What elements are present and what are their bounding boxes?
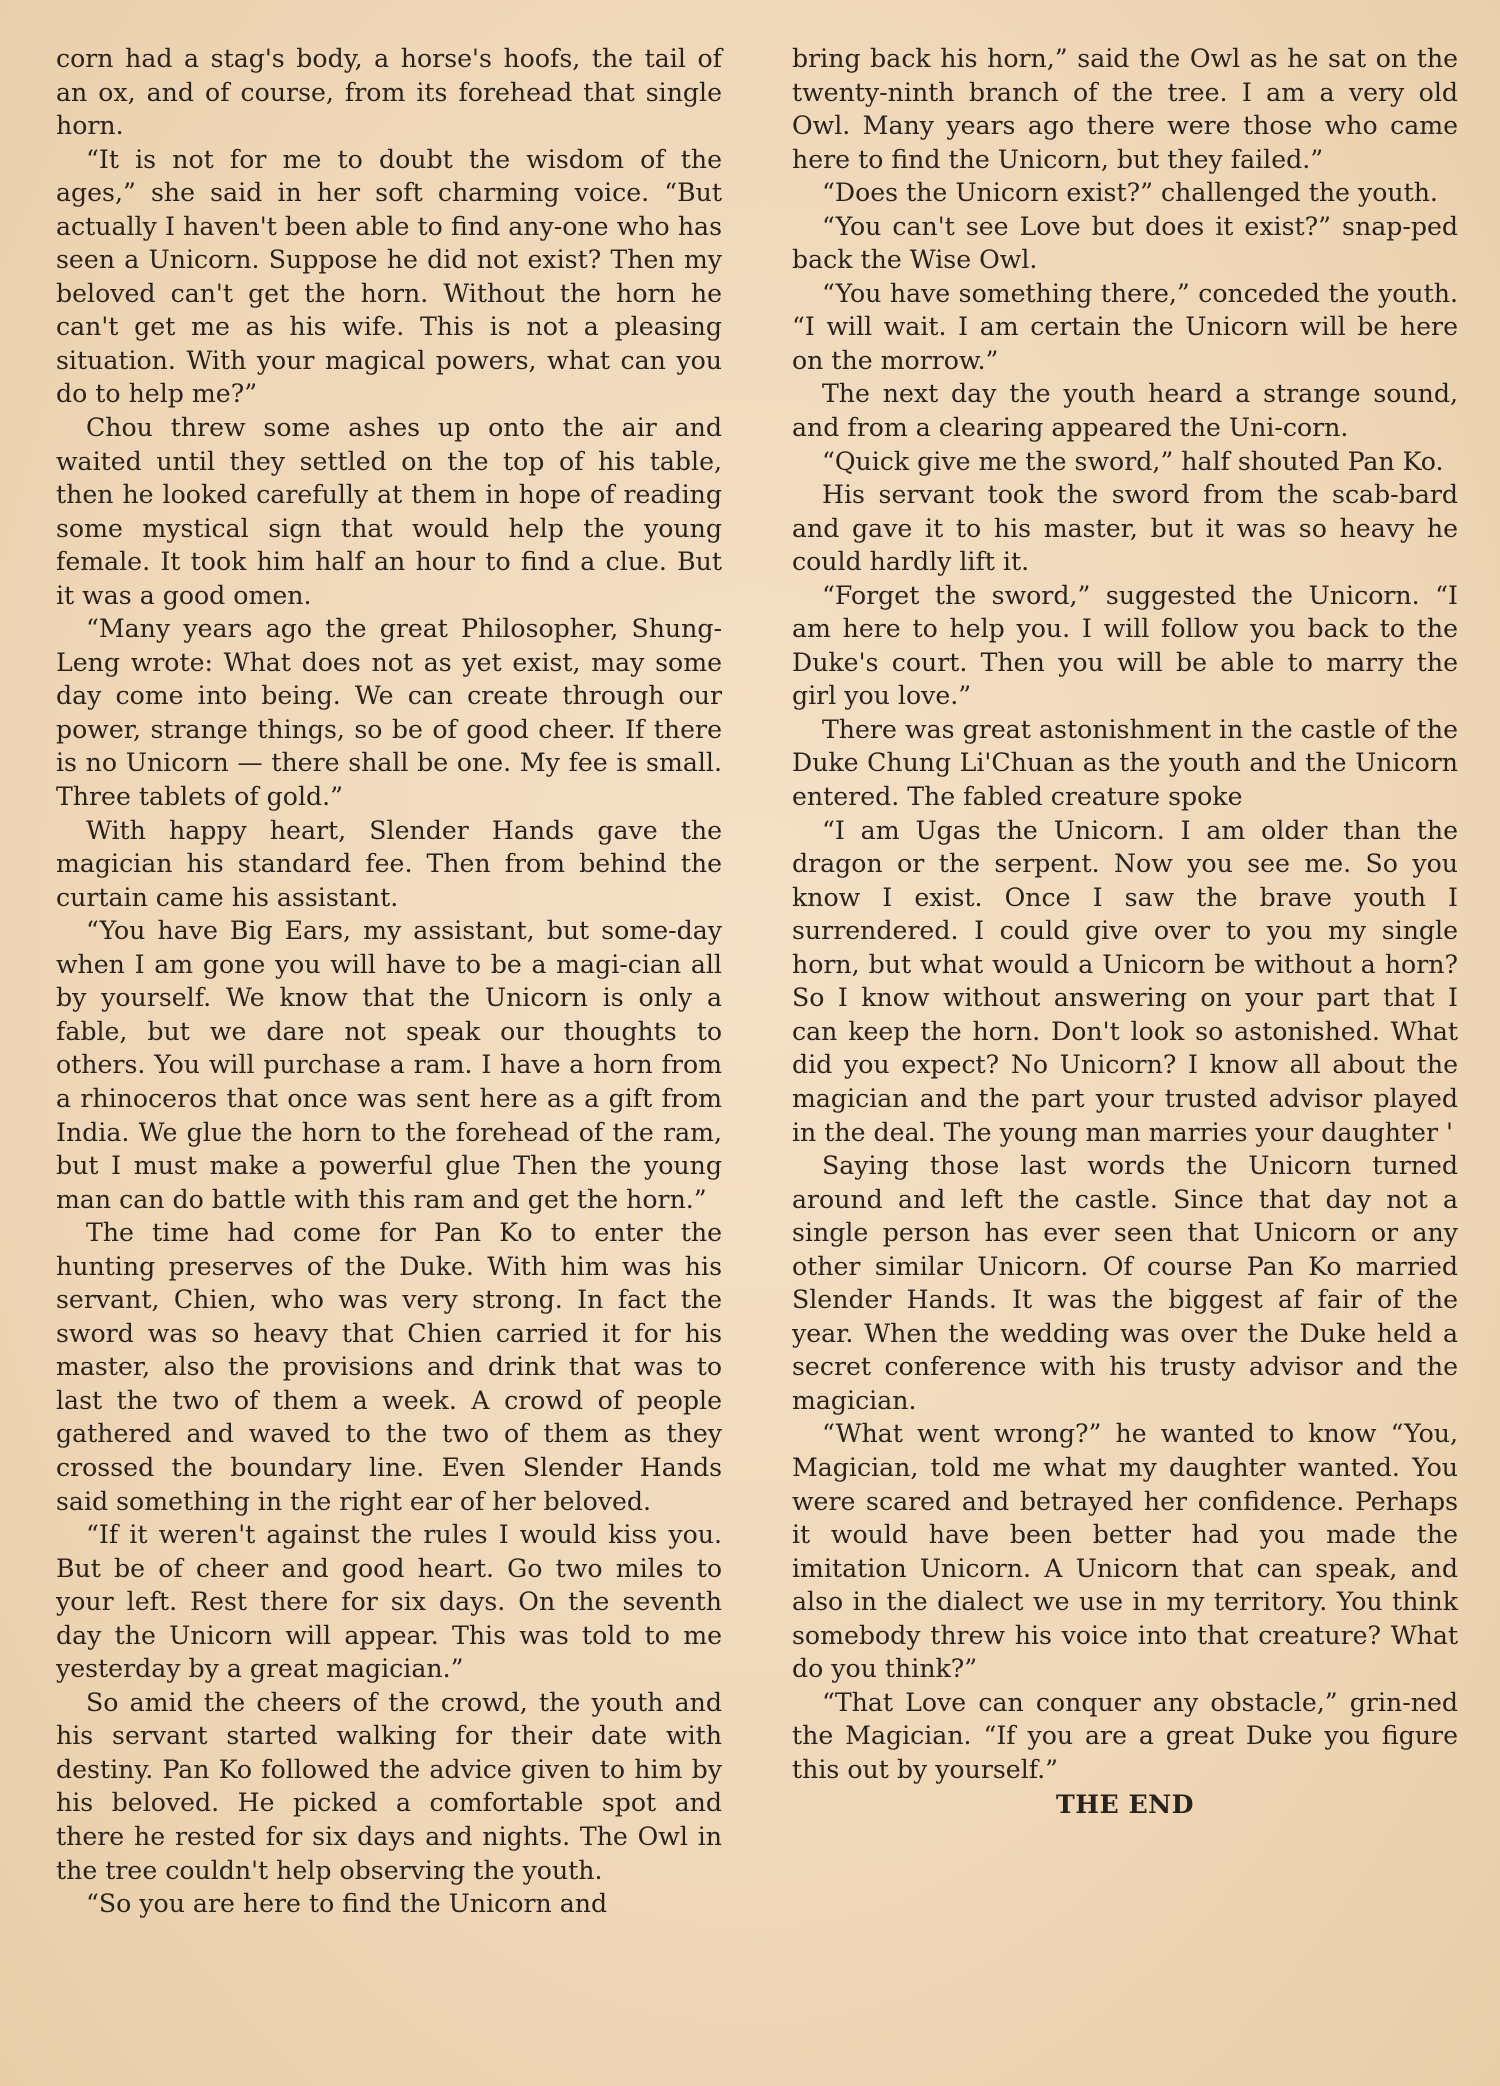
paragraph: His servant took the sword from the scab-bard and gave it to his master, but it was so heavy he could hardly lift it. <box>792 480 1458 577</box>
paragraph: Chou threw some ashes up onto the air and waited until they settled on the top of his table, then he looked carefully at them in hope of reading some mystical sign that would help the young female. It took him half an hour to find a clue. But it was a good omen. <box>56 413 722 610</box>
paragraph: “Quick give me the sword,” half shouted Pan Ko. <box>822 446 1444 476</box>
paragraph: With happy heart, Slender Hands gave the magician his standard fee. Then from behind the curtain came his assistant. <box>56 815 722 912</box>
paragraph: The time had come for Pan Ko to enter the hunting preserves of the Duke. With him was his servant, Chien, who was very strong. In fact the sword was so heavy that Chien carried it for his master, also the provisions and drink that was to last the two of them a week. A crowd of people gathered and waved to the two of them as they crossed the boundary line. Even Slender Hands said something in the right ear of her beloved. <box>56 1218 722 1516</box>
paragraph: “Does the Unicorn exist?” challenged the youth. <box>822 178 1438 208</box>
paragraph: “Many years ago the great Philosopher, Shung-Leng wrote: What does not as yet exist, may some day come into being. We can create through our power, strange things, so be of good cheer. If there is no Unicorn — there shall be one. My fee is small. Three tablets of gold.” <box>56 614 722 812</box>
paragraph: Saying those last words the Unicorn turned around and left the castle. Since that day not a single person has ever seen that Unicorn or any other similar Unicorn. Of course Pan Ko married Slender Hands. It was the biggest af fair of the year. When the wedding was over the Duke held a secret conference with his trusty advisor and the magician. <box>792 1151 1458 1415</box>
paragraph: “Forget the sword,” suggested the Unicorn. “I am here to help you. I will follow you back to the Duke's court. Then you will be able to marry the girl you love.” <box>792 580 1458 711</box>
paragraph: There was great astonishment in the castle of the Duke Chung Li'Chuan as the youth and the Unicorn entered. The fabled creature spoke <box>792 714 1458 812</box>
paragraph: “That Love can conquer any obstacle,” grin-ned the Magician. “If you are a great Duke you figure this out by yourself.” <box>792 1687 1458 1784</box>
the-end-label: THE END <box>1055 1789 1195 1820</box>
paragraph: So amid the cheers of the crowd, the youth and his servant started walking for their date with destiny. Pan Ko followed the advice given to him by his beloved. He picked a comfortable spot and there he rested for six days and nights. The Owl in the tree couldn't help observing the youth. <box>56 1687 722 1885</box>
right-text-column <box>792 42 1458 1822</box>
paragraph: “You have Big Ears, my assistant, but some-day when I am gone you will have to be a magi-cian all by yourself. We know that the Unicorn is only a fable, but we dare not speak our thoughts to others. You will purchase a ram. I have a horn from a rhinoceros that once was sent here as a gift from India. We glue the horn to the forehead of the ram, but I must make a powerful glue Then the young man can do battle with this ram and get the horn.” <box>56 916 722 1214</box>
paragraph: “So you are here to find the Unicorn and <box>86 1889 608 1919</box>
paragraph: “What went wrong?” he wanted to know “You, Magician, told me what my daughter wanted. You were scared and betrayed her confidence. Perhaps it would have been better had you made the imitation Unicorn. A Unicorn that can speak, and also in the dialect we use in my territory. You think somebody threw his voice into that creature? What do you think?” <box>792 1419 1458 1684</box>
paragraph: “I am Ugas the Unicorn. I am older than the dragon or the serpent. Now you see me. So you know I exist. Once I saw the brave youth I surrendered. I could give over to you my single horn, but what would a Unicorn be without a horn? So I know without answering on your part that I can keep the horn. Don't look so astonished. What did you expect? No Unicorn? I know all about the magician and the part your trusted advisor played in the deal. The young man marries your daughter ' <box>792 815 1458 1147</box>
paragraph: “If it weren't against the rules I would kiss you. But be of cheer and good heart. Go two miles to your left. Rest there for six days. On the seventh day the Unicorn will appear. This was told to me yesterday by a great magician.” <box>56 1520 722 1684</box>
paragraph: bring back his horn,” said the Owl as he sat on the twenty-ninth branch of the tree. I am a very old Owl. Many years ago there were those who came here to find the Unicorn, but they failed.” <box>792 44 1458 174</box>
paragraph: The next day the youth heard a strange sound, and from a clearing appeared the Uni-corn. <box>792 379 1458 443</box>
paragraph: corn had a stag's body, a horse's hoofs, the tail of an ox, and of course, from its forehead that single horn. <box>56 44 722 141</box>
paragraph: “You can't see Love but does it exist?” snap-ped back the Wise Owl. <box>792 211 1458 275</box>
paragraph: “You have something there,” conceded the youth. “I will wait. I am certain the Unicorn will be here on the morrow.” <box>792 278 1458 375</box>
paragraph: “It is not for me to doubt the wisdom of the ages,” she said in her soft charming voice. “But actually I haven't been able to find any-one who has seen a Unicorn. Suppose he did not exist? Then my beloved can't get the horn. Without the horn he can't get me as his wife. This is not a pleasing situation. With your magical powers, what can you do to help me?” <box>56 144 722 409</box>
left-text-column <box>56 42 722 1921</box>
